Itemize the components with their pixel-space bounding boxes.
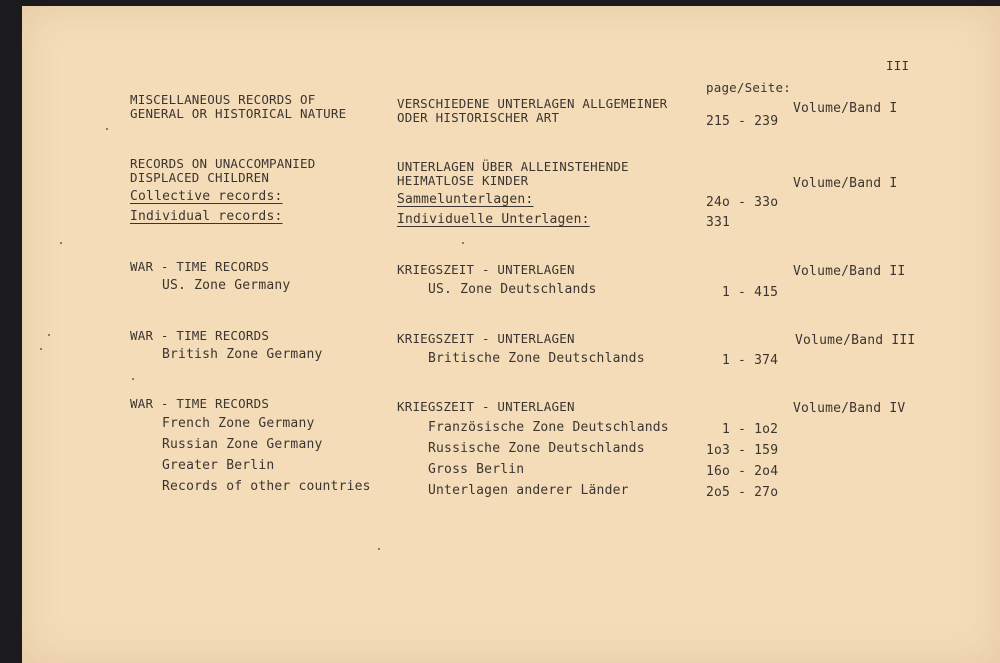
section-de-line: ODER HISTORISCHER ART (397, 110, 560, 125)
page-range: 1 - 415 (722, 285, 779, 300)
item-en: French Zone Germany (162, 416, 315, 431)
volume-label: Volume/Band IV (793, 401, 906, 416)
page-range: 215 - 239 (706, 114, 779, 129)
section-en-line: DISPLACED CHILDREN (130, 170, 270, 185)
section-en-line: MISCELLANEOUS RECORDS OF (130, 92, 316, 107)
paper-speck (40, 348, 42, 350)
item-en: US. Zone Germany (162, 278, 291, 293)
section-en-heading: WAR - TIME RECORDS (130, 328, 270, 343)
paper-speck (60, 242, 62, 244)
volume-label: Volume/Band I (793, 176, 898, 191)
item-en: Collective records: (130, 189, 283, 204)
item-de: Unterlagen anderer Länder (428, 483, 629, 498)
page-range: 1 - 1o2 (722, 422, 779, 437)
paper-speck (106, 128, 108, 130)
section-en-heading: WAR - TIME RECORDS (130, 259, 270, 274)
item-de: Individuelle Unterlagen: (397, 212, 590, 227)
section-en-heading: WAR - TIME RECORDS (130, 396, 270, 411)
volume-label: Volume/Band III (795, 333, 916, 348)
paper-speck (48, 334, 50, 336)
item-de: Britische Zone Deutschlands (428, 351, 645, 366)
document-page (22, 6, 1000, 663)
section-de-heading: KRIEGSZEIT - UNTERLAGEN (397, 331, 575, 346)
page-column-header: page/Seite: (706, 80, 791, 95)
section-de-line: UNTERLAGEN ÜBER ALLEINSTEHENDE (397, 159, 629, 174)
page-range: 1 - 374 (722, 353, 779, 368)
volume-label: Volume/Band I (793, 101, 898, 116)
page-range: 2o5 - 27o (706, 485, 779, 500)
item-de: Gross Berlin (428, 462, 525, 477)
page-number: III (886, 58, 910, 73)
paper-speck (132, 378, 134, 380)
page-range: 331 (706, 215, 731, 230)
item-de: Französische Zone Deutschlands (428, 420, 669, 435)
volume-label: Volume/Band II (793, 264, 906, 279)
item-en: British Zone Germany (162, 347, 323, 362)
section-de-line: VERSCHIEDENE UNTERLAGEN ALLGEMEINER (397, 96, 668, 111)
item-en: Individual records: (130, 209, 283, 224)
section-de-heading: KRIEGSZEIT - UNTERLAGEN (397, 262, 575, 277)
section-de-line: HEIMATLOSE KINDER (397, 173, 529, 188)
item-de: US. Zone Deutschlands (428, 282, 597, 297)
section-en-line: RECORDS ON UNACCOMPANIED (130, 156, 316, 171)
page-range: 24o - 33o (706, 195, 779, 210)
item-en: Russian Zone Germany (162, 437, 323, 452)
item-de: Russische Zone Deutschlands (428, 441, 645, 456)
page-range: 1o3 - 159 (706, 443, 779, 458)
page-range: 16o - 2o4 (706, 464, 779, 479)
section-de-heading: KRIEGSZEIT - UNTERLAGEN (397, 399, 575, 414)
item-en: Greater Berlin (162, 458, 275, 473)
item-en: Records of other countries (162, 479, 371, 494)
section-en-line: GENERAL OR HISTORICAL NATURE (130, 106, 347, 121)
paper-speck (462, 242, 464, 244)
item-de: Sammelunterlagen: (397, 192, 534, 207)
paper-speck (378, 548, 380, 550)
